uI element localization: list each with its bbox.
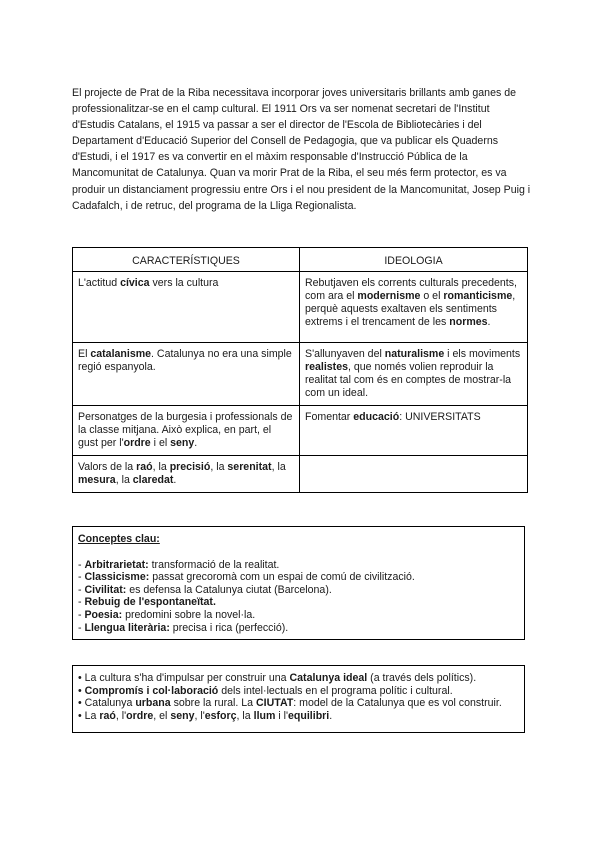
summary-item: • La raó, l'ordre, el seny, l'esforç, la llum i l'equilibri. [78, 709, 333, 722]
emphasis-term: raó [136, 461, 153, 473]
emphasis-term: claredat [132, 474, 174, 486]
emphasis-term: Civilitat: [84, 583, 127, 596]
key-concept-item: - Civilitat: es defensa la Catalunya ciutat (Barcelona). [78, 583, 332, 596]
table-cell-characteristic: Valors de la raó, la precisió, la serenitat, la mesura, la claredat. [73, 456, 300, 493]
table-cell-characteristic: Personatges de la burgesia i professionals de la classe mitjana. Això explica, en part, el gust per l'ordre i el seny. [73, 406, 300, 456]
emphasis-term: realistes [305, 361, 348, 373]
emphasis-term: naturalisme [384, 348, 445, 360]
summary-box [72, 665, 525, 733]
table-cell-characteristic: L'actitud cívica vers la cultura [73, 272, 300, 343]
emphasis-term: modernisme [357, 290, 421, 302]
table-cell-characteristic: El catalanisme. Catalunya no era una simple regió espanyola. [73, 343, 300, 406]
emphasis-term: raó [99, 709, 116, 722]
table-cell-ideology [300, 456, 528, 493]
emphasis-term: Rebuig de l'espontaneïtat. [84, 596, 216, 609]
intro-paragraph: El projecte de Prat de la Riba necessitava incorporar joves universitaris brillants amb ganes de professionalitzar-se en el camp cultural. El 1911 Ors va ser nomenat secretari de l'Institut d'Estudis Catalans, el 1915 va passar a ser el director de l'Escola de Bibliotecàries i del Departament d'Educació Superior del Consell de Pedagogia, que va publicar els Quaderns d'Estudi, i el 1917 es va convertir en el màxim responsable d'Instrucció Pública de la Mancomunitat de Catalunya. Quan va morir Prat de la Riba, el seu més ferm protector, es va produir un distanciament progressiu entre Ors i el nou president de la Mancomunitat, Josep Puig i Cadafalch, i de retruc, del programa de la Lliga Regionalista. [72, 87, 531, 212]
emphasis-term: educació [353, 411, 400, 423]
key-concept-item: - Arbitrarietat: transformació de la realitat. [78, 558, 280, 571]
emphasis-term: catalanisme [90, 348, 152, 360]
emphasis-term: ordre [126, 709, 154, 722]
emphasis-term: ordre [123, 437, 151, 449]
emphasis-term: normes [449, 316, 488, 328]
emphasis-term: romanticisme [443, 290, 513, 302]
emphasis-term: seny [170, 709, 195, 722]
emphasis-term: Poesia: [84, 608, 123, 621]
emphasis-term: precisió [169, 461, 211, 473]
emphasis-term: CIUTAT [256, 697, 294, 710]
emphasis-term: urbana [135, 697, 171, 710]
table-row [73, 343, 528, 406]
emphasis-term: equilibri [288, 709, 330, 722]
emphasis-term: Catalunya ideal [289, 672, 368, 684]
key-concept-item: - Rebuig de l'espontaneïtat. [78, 596, 216, 609]
summary-item: • Compromís i col·laboració dels intel·lectuals en el programa polític i cultural. [78, 684, 453, 697]
emphasis-term: esforç [204, 709, 237, 722]
table-cell-ideology: S'allunyaven del naturalisme i els moviments realistes, que només volien reproduir la realitat tal com és en comptes de mostrar-la com un ideal. [300, 343, 528, 406]
header-caracteristiques: CARACTERÍSTIQUES [73, 248, 300, 272]
key-concept-item: - Classicisme: passat grecoromà com un espai de comú de civilització. [78, 571, 415, 584]
header-ideologia: IDEOLOGIA [300, 248, 528, 272]
table-row [73, 406, 528, 456]
table-header-row [73, 248, 528, 272]
key-concept-item: - Poesia: predomini sobre la novel·la. [78, 608, 256, 621]
table-cell-ideology: Fomentar educació: UNIVERSITATS [300, 406, 528, 456]
key-concept-item: - Llengua literària: precisa i rica (perfecció). [78, 621, 289, 634]
key-concepts-title: Conceptes clau: [78, 533, 160, 545]
emphasis-term: llum [253, 709, 276, 722]
emphasis-term: Llengua literària: [84, 621, 170, 634]
summary-item: • La cultura s'ha d'impulsar per construir una Catalunya ideal (a través dels polítics). [78, 672, 477, 684]
emphasis-term: serenitat [227, 461, 272, 473]
key-concepts-box [72, 526, 525, 640]
summary-item: • Catalunya urbana sobre la rural. La CIUTAT: model de la Catalunya que es vol construir. [78, 697, 502, 710]
emphasis-term: Classicisme: [84, 571, 150, 584]
emphasis-term: mesura [78, 474, 116, 486]
emphasis-term: cívica [120, 277, 150, 289]
emphasis-term: Arbitrarietat: [84, 558, 149, 571]
table-cell-ideology: Rebutjaven els corrents culturals precedents, com ara el modernisme o el romanticisme, perquè aquests exaltaven els sentiments extrems i el trencament de les normes. [300, 272, 528, 343]
table-row [73, 272, 528, 343]
emphasis-term: seny [170, 437, 195, 449]
ideology-table [72, 247, 528, 493]
emphasis-term: Compromís i col·laboració [84, 684, 219, 697]
table-row [73, 456, 528, 493]
